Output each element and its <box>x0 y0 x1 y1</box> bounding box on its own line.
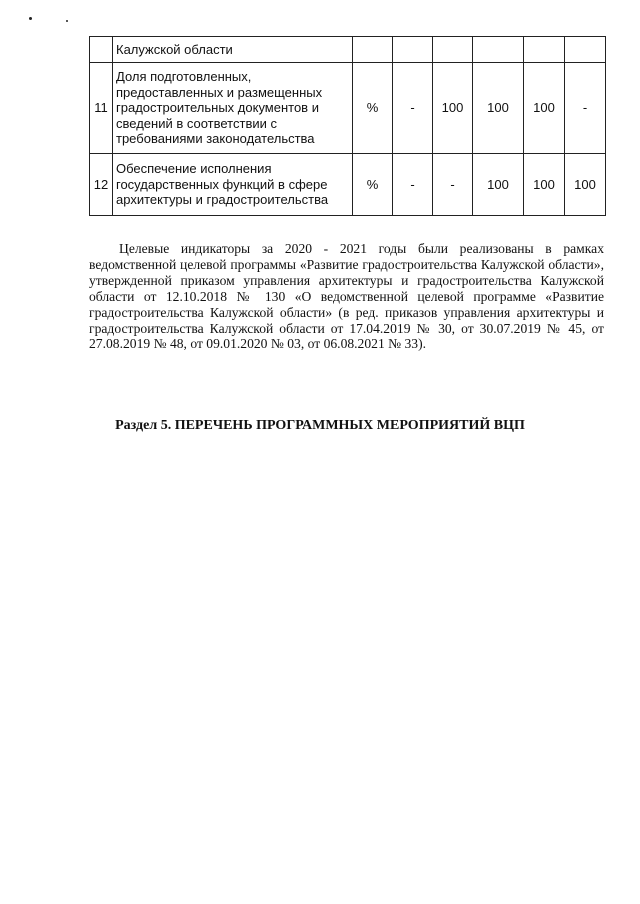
value-cell <box>565 37 606 63</box>
value-cell <box>393 37 433 63</box>
row-number: 12 <box>90 154 113 216</box>
value-cell: - <box>393 154 433 216</box>
row-number: 11 <box>90 63 113 154</box>
value-cell: 100 <box>473 154 524 216</box>
row-number <box>90 37 113 63</box>
scan-speck <box>66 20 68 22</box>
indicator-name: Доля подготовленных, предоставленных и размещенных градостроительных документов и сведений в соответствии с требованиями законодательства <box>113 63 353 154</box>
table-row <box>90 63 606 154</box>
indicator-name: Калужской области <box>113 37 353 63</box>
value-cell: 100 <box>473 63 524 154</box>
value-cell <box>433 37 473 63</box>
value-cell <box>473 37 524 63</box>
value-cell <box>524 37 565 63</box>
unit-cell: % <box>353 154 393 216</box>
body-paragraph <box>89 241 604 352</box>
value-cell: 100 <box>565 154 606 216</box>
value-cell: 100 <box>524 154 565 216</box>
indicator-name: Обеспечение исполнения государственных функций в сфере архитектуры и градостроительства <box>113 154 353 216</box>
unit-cell <box>353 37 393 63</box>
section-heading: Раздел 5. ПЕРЕЧЕНЬ ПРОГРАММНЫХ МЕРОПРИЯТИЙ ВЦП <box>115 418 525 433</box>
value-cell: - <box>393 63 433 154</box>
value-cell: 100 <box>433 63 473 154</box>
unit-cell: % <box>353 63 393 154</box>
value-cell: - <box>565 63 606 154</box>
scan-speck <box>29 17 32 20</box>
paragraph-text: Целевые индикаторы за 2020 - 2021 годы были реализованы в рамках ведомственной целевой программы «Развитие градостроительства Калужской области», утвержденной приказом управления архитектуры и градостроительства Калужской области от 12.10.2018 № 130 «О ведомственной целевой программе «Развитие градостроительства Калужской области» (в ред. приказов управления архитектуры и градостроительства Калужской области от 17.04.2019 № 30, от 30.07.2019 № 45, от 27.08.2019 № 48, от 09.01.2020 № 03, от 06.08.2021 № 33). <box>89 241 604 352</box>
table-row <box>90 154 606 216</box>
value-cell: 100 <box>524 63 565 154</box>
indicators-table <box>89 36 606 216</box>
value-cell: - <box>433 154 473 216</box>
table-row <box>90 37 606 63</box>
